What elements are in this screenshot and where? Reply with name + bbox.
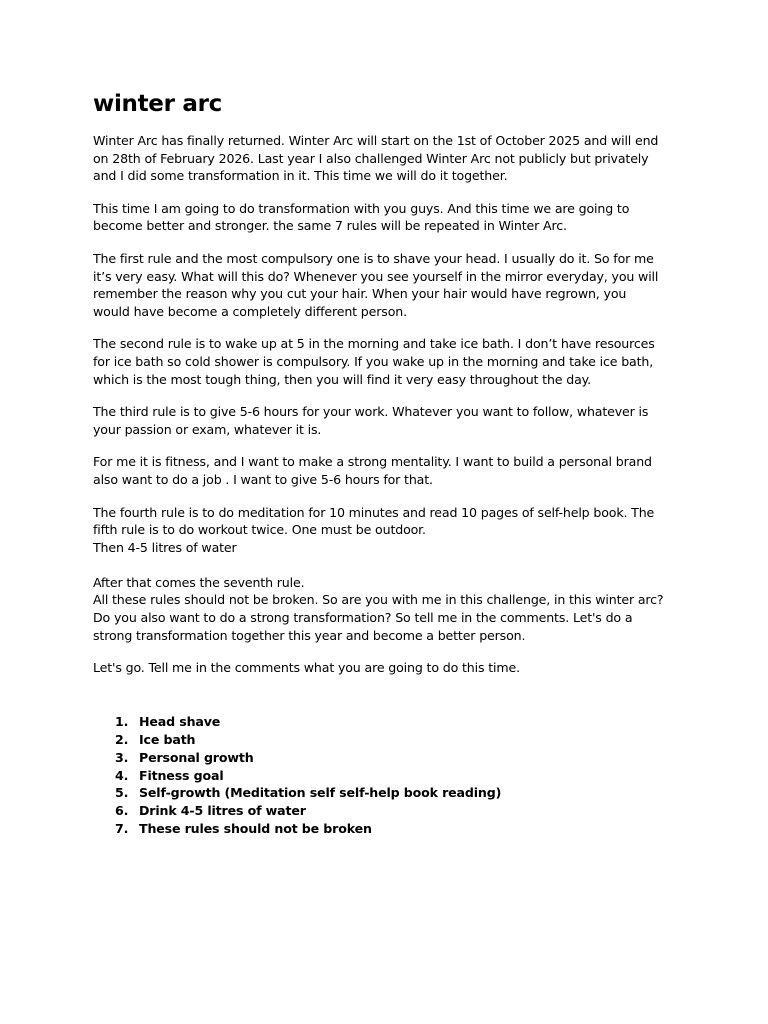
list-item (93, 731, 683, 749)
text-line: it’s very easy. What will this do? Whenever you see yourself in the mirror everyday, you will (93, 268, 659, 284)
text-line: Let's go. Tell me in the comments what you are going to do this time. (93, 660, 520, 676)
list-item (93, 713, 683, 731)
list-number: 2. (115, 731, 129, 747)
list-number: 7. (115, 821, 129, 837)
list-item-text: Ice bath (139, 731, 196, 747)
list-item-text: Head shave (139, 713, 221, 729)
text-line: Do you also want to do a strong transformation? So tell me in the comments. Let's do a (93, 610, 633, 626)
text-line: fifth rule is to do workout twice. One must be outdoor. (93, 522, 426, 538)
text-line: After that comes the seventh rule. (93, 574, 305, 590)
list-item (93, 749, 683, 767)
list-item-text: Fitness goal (139, 767, 224, 783)
text-line: would have become a completely different person. (93, 303, 407, 319)
document-title: winter arc (93, 91, 222, 117)
blank-line (93, 556, 683, 574)
text-line: become better and stronger. the same 7 rules will be repeated in Winter Arc. (93, 218, 567, 234)
text-line: also want to do a job . I want to give 5-6 hours for that. (93, 471, 433, 487)
paragraph-rule-two (93, 335, 683, 388)
document-page (93, 88, 683, 838)
text-line: remember the reason why you cut your hair. When your hair would have regrown, you (93, 286, 627, 302)
paragraph-fitness (93, 453, 683, 488)
list-item-text: These rules should not be broken (139, 821, 372, 837)
list-number: 5. (115, 785, 129, 801)
text-line: your passion or exam, whatever it is. (93, 421, 322, 437)
text-line: The first rule and the most compulsory one is to shave your head. I usually do it. So for me (93, 250, 654, 266)
paragraph-rule-three (93, 403, 683, 438)
list-number: 1. (115, 713, 129, 729)
text-line: on 28th of February 2026. Last year I also challenged Winter Arc not publicly but privately (93, 150, 649, 166)
list-number: 4. (115, 767, 129, 783)
text-line: Then 4-5 litres of water (93, 539, 237, 555)
text-line: For me it is fitness, and I want to make a strong mentality. I want to build a personal brand (93, 454, 652, 470)
list-item (93, 767, 683, 785)
paragraph-intro (93, 132, 683, 185)
list-number: 6. (115, 803, 129, 819)
list-item (93, 802, 683, 820)
list-item (93, 820, 683, 838)
list-item-text: Drink 4-5 litres of water (139, 803, 306, 819)
rules-list (93, 713, 683, 838)
text-line: The fourth rule is to do meditation for 10 minutes and read 10 pages of self-help book. The (93, 504, 655, 520)
list-item-text: Self-growth (Meditation self self-help book reading) (139, 785, 502, 801)
list-number: 3. (115, 749, 129, 765)
paragraph-closing (93, 659, 683, 677)
text-line: The third rule is to give 5-6 hours for your work. Whatever you want to follow, whatever is (93, 404, 649, 420)
text-line: All these rules should not be broken. So are you with me in this challenge, in this winter arc? (93, 592, 664, 608)
text-line: This time I am going to do transformation with you guys. And this time we are going to (93, 200, 630, 216)
text-line: for ice bath so cold shower is compulsory. If you wake up in the morning and take ice bath, (93, 353, 654, 369)
paragraph-rule-seven (93, 574, 683, 644)
list-item-text: Personal growth (139, 749, 254, 765)
text-line: and I did some transformation in it. This time we will do it together. (93, 168, 508, 184)
text-line: which is the most tough thing, then you will find it very easy throughout the day. (93, 371, 592, 387)
paragraph-rules-four-five-six (93, 504, 683, 557)
paragraph-together (93, 200, 683, 235)
text-line: strong transformation together this year and become a better person. (93, 627, 526, 643)
paragraph-rule-one (93, 250, 683, 320)
text-line: The second rule is to wake up at 5 in the morning and take ice bath. I don’t have resources (93, 336, 655, 352)
list-item (93, 784, 683, 802)
text-line: Winter Arc has finally returned. Winter Arc will start on the 1st of October 2025 and will end (93, 133, 659, 148)
